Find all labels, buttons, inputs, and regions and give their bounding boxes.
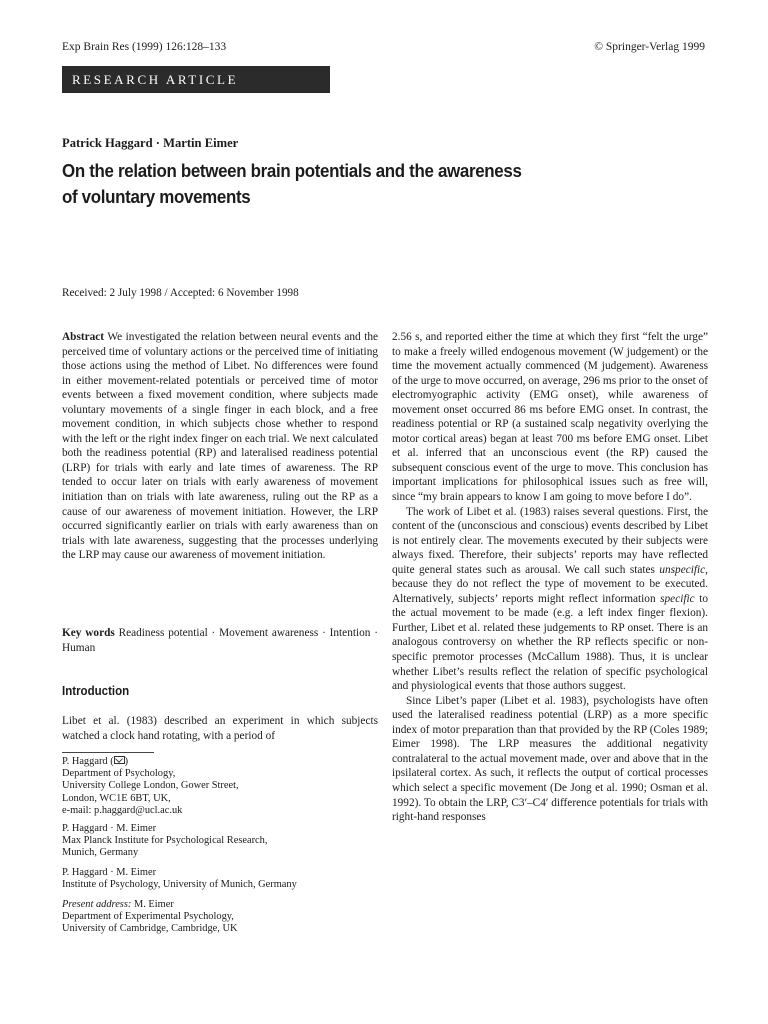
- present-address-label: Present address:: [62, 899, 132, 910]
- address1-email: e-mail: p.haggard@ucl.ac.uk: [62, 804, 183, 816]
- address1-institution: University College London, Gower Street,: [62, 780, 239, 792]
- abstract-label: Abstract: [62, 331, 105, 343]
- received-accepted-dates: Received: 2 July 1998 / Accepted: 6 November 1998: [62, 287, 299, 299]
- title-line-2: of voluntary movements: [62, 187, 251, 207]
- address2-city: Munich, Germany: [62, 847, 139, 859]
- abstract-text: We investigated the relation between neural events and the perceived time of voluntary actions or the perceived time of initiating those actions using the method of Libet. No differences were found in either movement-related potentials or perceived time of motor events between a fixed movement condition, where subjects made voluntary movements of a single finger in each block, and a free movement condition, in which subjects chose whether to respond with the left or the right index finger on each trial. We next calculated both the readiness potential (RP) and lateralised readiness potential (LRP) for trials with early and late times of awareness. The RP tended to occur later on trials with early awareness of movement initiation than on trials with late awareness, ruling out the RP as a cause of our awareness of movement initiation. However, the LRP occurred significantly earlier on trials with early awareness than on trials with late awareness, suggesting that the processes underlying the LRP may cause our awareness of movement initiation.: [62, 331, 379, 562]
- present-address-name: M. Eimer: [131, 899, 174, 910]
- address3-institution: Institute of Psychology, University of Munich, Germany: [62, 879, 297, 891]
- article-category-banner: RESEARCH ARTICLE: [62, 66, 330, 93]
- address1-name-end: ): [124, 756, 129, 767]
- address2-names: P. Haggard · M. Eimer: [62, 823, 157, 834]
- body-paragraph-3: Since Libet’s paper (Libet et al. 1983), psychologists have often used the lateralised readiness potential (LRP) as a more specific index of motor preparation than that provided by the RP (Coles 1989; Eimer 1998). The LRP measures the additional negativity contralateral to the actual movement made, over and above that in the ipsilateral cortex. As such, it reflects the output of cortical processes which select a specific movement (De Jong et al. 1990; Osman et al. 1992). To obtain the LRP, C3′–C4′ difference potentials for trials with right-hand responses: [392, 694, 708, 824]
- abstract: [62, 330, 378, 563]
- introduction-text: Libet et al. (1983) described an experiment in which subjects watched a clock hand rotating, with a period of: [62, 715, 378, 742]
- introduction-heading: Introduction: [62, 683, 130, 698]
- journal-citation: Exp Brain Res (1999) 126:128–133: [62, 41, 227, 53]
- address1-name: P. Haggard (: [62, 756, 114, 767]
- article-title: [62, 158, 620, 210]
- address3-names: P. Haggard · M. Eimer: [62, 867, 157, 878]
- address-block-1: [62, 756, 378, 817]
- emphasis-unspecific: unspecific: [659, 563, 706, 576]
- title-line-1: On the relation between brain potentials and the awareness: [62, 161, 522, 181]
- introduction-paragraph: [62, 714, 378, 743]
- present-address-block: [62, 899, 378, 936]
- envelope-icon: [114, 756, 125, 764]
- address-block-3: [62, 867, 378, 891]
- address1-department: Department of Psychology,: [62, 768, 176, 780]
- body-paragraph-1: 2.56 s, and reported either the time at which they first “felt the urge” to make a freely willed endogenous movement (W judgement) or the time the movement actually commenced (M judgement). Awareness of the urge to move occurred, on average, 296 ms prior to the onset of electromyographic activity (EMG onset), while awareness of movement onset occurred 86 ms before EMG onset. In contrast, the readiness potential or RP (a sustained scalp negativity overlying the motor cortical areas) began at least 700 ms before EMG onset. Libet et al. inferred that an unconscious event (the RP) caused the subsequent conscious event of the urge to move. This conclusion has important implications for philosophical issues such as free will, since “my brain appears to know I am going to move before I do”.: [392, 331, 709, 504]
- address2-institution: Max Planck Institute for Psychological Research,: [62, 835, 268, 847]
- keywords-label: Key words: [62, 627, 115, 639]
- present-address-institution: University of Cambridge, Cambridge, UK: [62, 923, 238, 935]
- right-column-body: [392, 330, 708, 825]
- keywords: [62, 626, 378, 655]
- address1-city: London, WC1E 6BT, UK,: [62, 792, 171, 804]
- emphasis-specific: specific: [660, 592, 695, 605]
- keywords-text: Readiness potential · Movement awareness · Intention · Human: [62, 627, 378, 654]
- copyright-notice: © Springer-Verlag 1999: [594, 41, 705, 53]
- address-block-2: [62, 823, 378, 860]
- footnote-divider: [62, 752, 154, 753]
- present-address-department: Department of Experimental Psychology,: [62, 911, 234, 923]
- author-list: Patrick Haggard · Martin Eimer: [62, 136, 239, 150]
- body-paragraph-2: The work of Libet et al. (1983) raises several questions. First, the content of the (unconscious and conscious) events described by Libet is not entirely clear. The movements executed by their subjects were always fixed. Therefore, their subjects’ reports may have reflected quite general states such as arousal. We call such states unspecific, because they do not reflect the type of movement to be executed. Alternatively, subjects’ reports might reflect information specific to the actual movement to be made (e.g. a left index finger flexion). Further, Libet et al. related these judgements to RP onset. There is an analogous controversy on whether the RP reflects specific or non-specific premotor processes (McCallum 1988). Thus, it is unclear whether Libet’s results reflect the relation of specific psychological and physiological events that those authors suggest.: [392, 505, 708, 693]
